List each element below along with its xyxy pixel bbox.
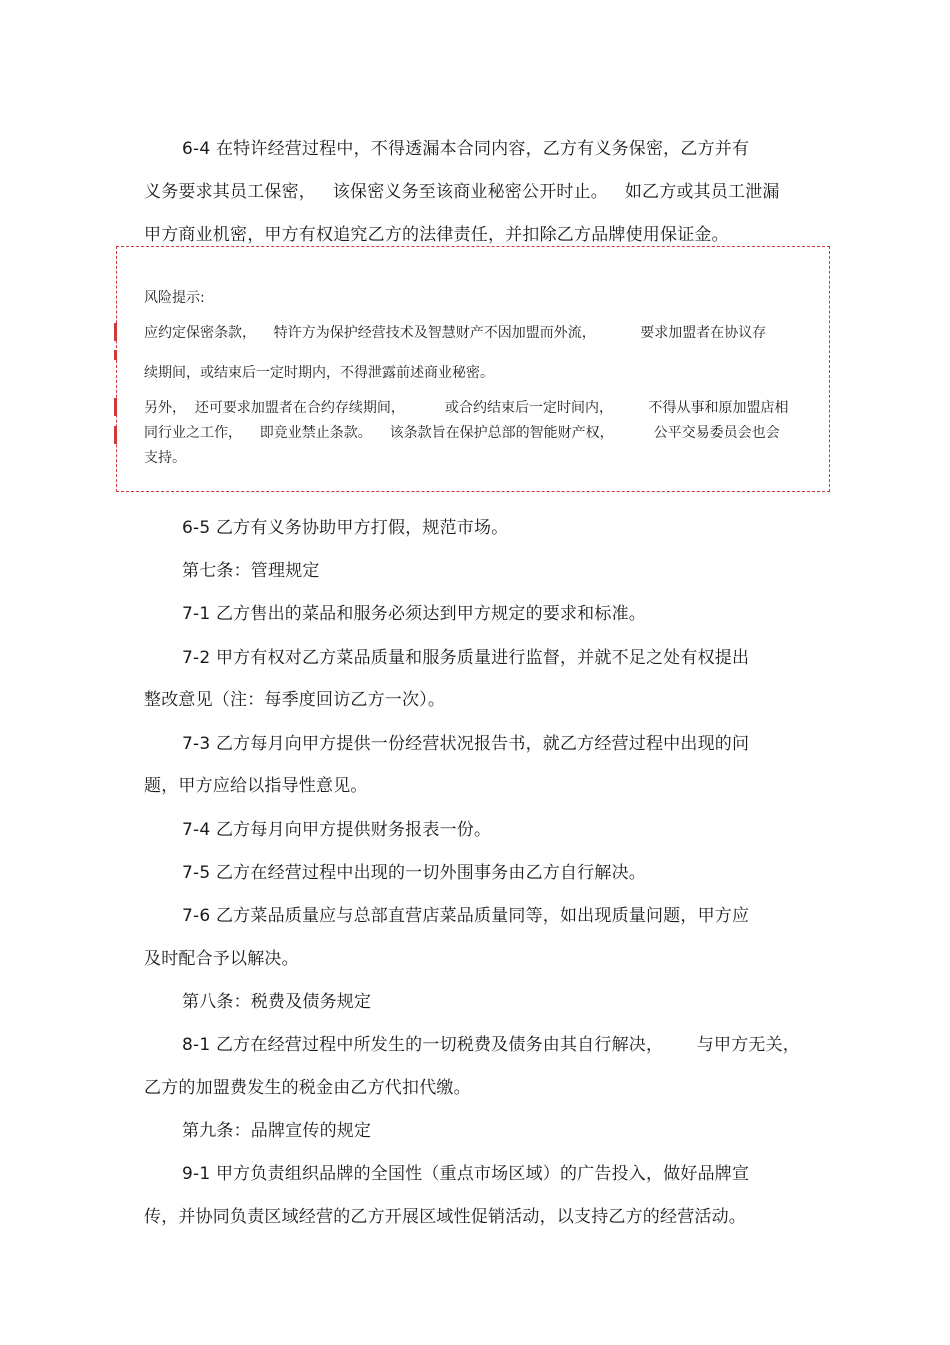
risk-margin-mark xyxy=(114,323,117,341)
clause-6-4-line-1: 6-4 在特许经营过程中，不得透漏本合同内容，乙方有义务保密，乙方并有 xyxy=(182,139,750,159)
clause-6-4-line-3: 甲方商业机密，甲方有权追究乙方的法律责任，并扣除乙方品牌使用保证金。 xyxy=(144,225,729,245)
risk-margin-mark xyxy=(114,398,117,416)
clause-8-1-line-2: 乙方的加盟费发生的税金由乙方代扣代缴。 xyxy=(144,1078,471,1098)
risk-notice-line-3: 另外， 还可要求加盟者在合约存续期间， 或合约结束后一定时间内， 不得从事和原加盟店相 xyxy=(144,400,789,416)
clause-9-1-line-1: 9-1 甲方负责组织品牌的全国性（重点市场区域）的广告投入，做好品牌宣 xyxy=(182,1164,750,1184)
clause-7-6-line-1: 7-6 乙方菜品质量应与总部直营店菜品质量同等，如出现质量问题，甲方应 xyxy=(182,906,750,926)
clause-6-5: 6-5 乙方有义务协助甲方打假，规范市场。 xyxy=(182,518,509,538)
article-8-heading: 第八条：税费及债务规定 xyxy=(182,992,372,1012)
risk-notice-line-5: 支持。 xyxy=(144,450,186,466)
clause-6-4-line-2: 义务要求其员工保密， 该保密义务至该商业秘密公开时止。 如乙方或其员工泄漏 xyxy=(144,182,780,202)
article-9-heading: 第九条：品牌宣传的规定 xyxy=(182,1121,372,1141)
risk-notice-line-2: 续期间，或结束后一定时期内，不得泄露前述商业秘密。 xyxy=(144,365,494,381)
clause-8-1-line-1: 8-1 乙方在经营过程中所发生的一切税费及债务由其自行解决， 与甲方无关， xyxy=(182,1035,800,1055)
risk-notice-title: 风险提示: xyxy=(144,290,205,306)
clause-7-3-line-1: 7-3 乙方每月向甲方提供一份经营状况报告书，就乙方经营过程中出现的问 xyxy=(182,734,750,754)
risk-notice-line-4: 同行业之工作， 即竞业禁止条款。 该条款旨在保护总部的智能财产权， 公平交易委员会也会 xyxy=(144,425,780,441)
article-7-heading: 第七条：管理规定 xyxy=(182,561,320,581)
clause-7-2-line-1: 7-2 甲方有权对乙方菜品质量和服务质量进行监督，并就不足之处有权提出 xyxy=(182,648,750,668)
risk-margin-mark xyxy=(114,426,117,444)
clause-7-1: 7-1 乙方售出的菜品和服务必须达到甲方规定的要求和标准。 xyxy=(182,604,646,624)
clause-7-6-line-2: 及时配合予以解决。 xyxy=(144,949,299,969)
clause-7-4: 7-4 乙方每月向甲方提供财务报表一份。 xyxy=(182,820,492,840)
risk-margin-mark xyxy=(114,350,117,360)
clause-7-2-line-2: 整改意见（注：每季度回访乙方一次）。 xyxy=(144,690,446,710)
clause-7-3-line-2: 题，甲方应给以指导性意见。 xyxy=(144,776,368,796)
risk-notice-line-1: 应约定保密条款， 特许方为保护经营技术及智慧财产不因加盟而外流， 要求加盟者在协议存 xyxy=(144,325,767,341)
clause-9-1-line-2: 传，并协同负责区域经营的乙方开展区域性促销活动，以支持乙方的经营活动。 xyxy=(144,1207,746,1227)
clause-7-5: 7-5 乙方在经营过程中出现的一切外围事务由乙方自行解决。 xyxy=(182,863,646,883)
